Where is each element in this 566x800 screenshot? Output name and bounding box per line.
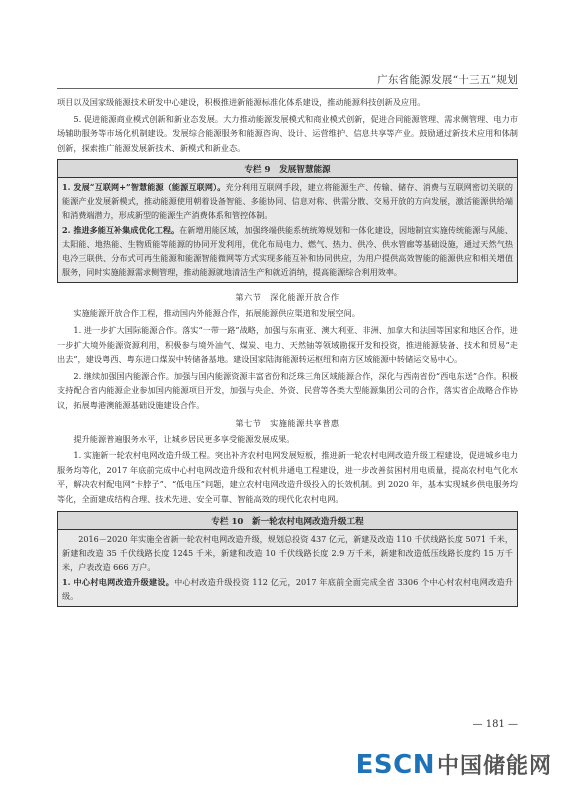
sidebar-box-smart-energy — [57, 159, 518, 283]
sidebar-body — [58, 530, 517, 606]
sidebar-item-2-text: 在新增用能区域，加强终端供能系统统筹规划和一体化建设，因地制宜实施传统能源与风能、太阳能、地热能、生物质能等能源的协同开发利用，优化布局电力、燃气、热力、供冷、供水管廊等基础设施，通过天然气热电冷三联供、分布式可再生能源和能源智能微网等方式实现多能互补和协同供应，为用户提供高效智能的能源供应和相关增值服务，同时实施能源需求侧管理，推动能源就地清洁生产和就近消纳，提高能源综合利用效率。 — [62, 225, 513, 278]
section-7-intro: 提升能源普遍服务水平，让城乡居民更多享受能源发展成果。 — [73, 433, 295, 444]
sidebar-title: 专栏 9 发展智慧能源 — [58, 160, 517, 178]
paragraph-business-model: 5. 促进能源商业模式创新和新业态发展。大力推动能源发展模式和商业模式创新，促进合同能源管理、需求侧管理、电力市场辅助服务等市场化机制建设。发展综合能源服务和能源咨询、设计、运营维护、信息共享等产业。鼓励通过新技术应用和体制创新，探索推广能源发展新技术、新模式和新业态。 — [57, 113, 518, 153]
sidebar-item-2 — [62, 223, 513, 279]
sidebar-item-1 — [62, 575, 513, 603]
sidebar-box-rural-grid — [57, 511, 518, 607]
section-6-intro: 实施能源开放合作工程，推动国内外能源合作，拓展能源供应渠道和发展空间。 — [73, 308, 360, 319]
header-rule — [57, 88, 518, 89]
section-heading-7: 第七节 实施能源共享普惠 — [235, 417, 340, 428]
sidebar-item-1-keyword: 1. 发展“互联网+”智慧能源（能源互联网）。 — [62, 182, 226, 193]
section-7-paragraph-1: 1. 实施新一轮农村电网改造升级工程。突出补齐农村电网发展短板，推进新一轮农村电网改造升级工程建设，促进城乡电力服务均等化，2017 年底前完成中心村电网改造升级和农村机井通电工程建设，进一步改善贫困村用电质量，提高农村电气化水平，解决农村配电网“卡脖子”、“低电压”问题，建立农村电网改造升级投入的长效机制。到 2020 年，基本实现城乡供电服务均等化，全面建成结构合理、技术先进、安全可靠、智能高效的现代化农村电网。 — [57, 450, 518, 504]
section-6-paragraph-1: 1. 进一步扩大国际能源合作。落实“一带一路”战略，加强与东南亚、澳大利亚、非洲、加拿大和法国等国家和地区合作，进一步扩大境外能源资源利用，积极参与境外油气、煤炭、电力、天然铀等领域勘探开发和投资，推进能源装备、技术和贸易“走出去”，建设粤西、粤东进口煤炭中转储备基地。建设国家陆海能源转运枢纽和南方区域能源中转储运交易中心。 — [57, 324, 518, 365]
sidebar-item-1-text: 中心村改造升级投资 112 亿元，2017 年底前全面完成全省 3306 个中心村农村电网改造升级。 — [62, 576, 513, 601]
sidebar-body — [58, 178, 517, 282]
section-6-paragraph-2: 2. 继续加强国内能源合作。加强与国内能源资源丰富省份和泛珠三角区域能源合作，深化与西南省份“西电东送”合作。积极支持配合省内能源企业参加国内能源项目开发，加强与央企、外资、民营等各类大型能源集团公司的合作，落实省企战略合作协议，拓展粤港澳能源基础设施建设合作。 — [57, 370, 518, 410]
running-header-title: 广东省能源发展“十三五”规划 — [377, 74, 518, 86]
paragraph-continued: 项目以及国家级能源技术研发中心建设，积极推进新能源标准化体系建设，推动能源科技创新及应用。 — [57, 97, 426, 107]
sidebar-item-1 — [62, 180, 513, 222]
sidebar-summary: 2016－2020 年实施全省新一轮农村电网改造升级，规划总投资 437 亿元，新建及改造 110 千伏线路长度 5071 千米，新建和改造 35 千伏线路长度 1245 千米，新建和改造 10 千伏线路长度 2.9 万千米，新建和改造低压线路长度约 15 万千米，户表改造 666 万户。 — [62, 533, 513, 572]
sidebar-item-1-keyword: 1. 中心村电网改造升级建设。 — [62, 576, 175, 587]
escn-watermark-logo — [356, 749, 552, 780]
page-content — [57, 95, 518, 613]
section-heading-6: 第六节 深化能源开放合作 — [235, 292, 340, 303]
sidebar-item-1-text: 充分利用互联网手段，建立将能源生产、传输、储存、消费与互联网密切关联的能源产业发展新模式，推动能源使用朝着设备智能、多能协同、信息对称、供需分散、交易开放的方向发展，激活能源供给端和消费端潜力，形成新型的能源生产消费体系和管控体制。 — [62, 182, 514, 221]
sidebar-item-2-keyword: 2. 推进多能互补集成优化工程。 — [62, 225, 180, 236]
page-number: — 181 — — [472, 719, 518, 730]
sidebar-title: 专栏 10 新一轮农村电网改造升级工程 — [58, 512, 517, 530]
watermark-latin: ESCN — [355, 750, 435, 780]
watermark-chinese: 中国储能网 — [436, 754, 552, 779]
